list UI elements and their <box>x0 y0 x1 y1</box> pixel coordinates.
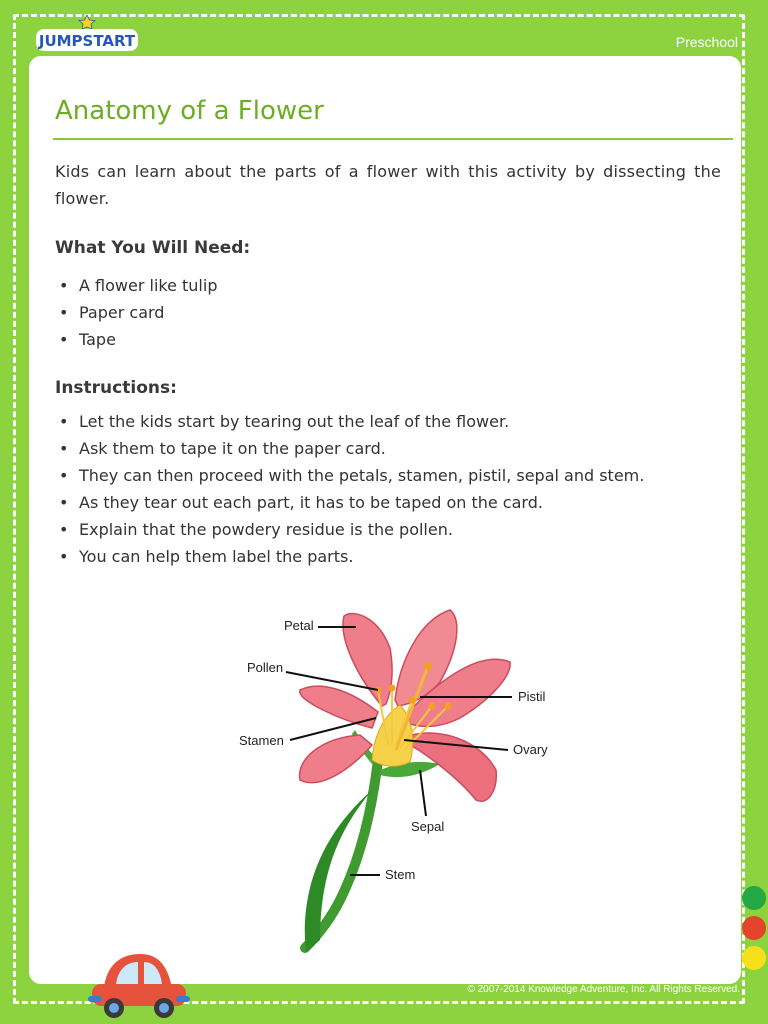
grade-label: Preschool <box>675 34 738 50</box>
intro-paragraph: Kids can learn about the parts of a flower with this activity by dissecting the flower. <box>55 162 721 208</box>
instructions-heading: Instructions: <box>55 378 177 398</box>
list-item: • Tape <box>55 326 217 353</box>
instructions-list <box>55 408 644 570</box>
list-item: • Explain that the powdery residue is the pollen. <box>55 516 644 543</box>
title-divider <box>53 138 733 140</box>
list-item: • Ask them to tape it on the paper card. <box>55 435 644 462</box>
yellow-light-icon <box>742 946 766 970</box>
label-stamen: Stamen <box>239 733 284 748</box>
list-item: • They can then proceed with the petals, stamen, pistil, sepal and stem. <box>55 462 644 489</box>
flower-leaf <box>305 790 372 952</box>
flower-diagram <box>230 600 570 960</box>
list-item: • A flower like tulip <box>55 272 217 299</box>
logo-text: JUMPSTART <box>38 32 136 50</box>
red-light-icon <box>742 916 766 940</box>
list-item: • Paper card <box>55 299 217 326</box>
page-title: Anatomy of a Flower <box>55 96 324 126</box>
toy-car-icon <box>88 950 190 1020</box>
label-pollen: Pollen <box>247 660 284 675</box>
jumpstart-logo <box>34 14 140 54</box>
copyright-notice: © 2007-2014 Knowledge Adventure, Inc. All Rights Reserved. <box>467 984 740 995</box>
green-light-icon <box>742 886 766 910</box>
list-item: • You can help them label the parts. <box>55 543 644 570</box>
list-item: • Let the kids start by tearing out the leaf of the flower. <box>55 408 644 435</box>
materials-heading: What You Will Need: <box>55 238 251 258</box>
materials-list <box>55 272 217 353</box>
label-ovary: Ovary <box>513 742 548 757</box>
label-pistil: Pistil <box>518 689 546 704</box>
list-item: • As they tear out each part, it has to be taped on the card. <box>55 489 644 516</box>
traffic-light-decoration <box>740 882 768 974</box>
label-sepal: Sepal <box>411 819 445 834</box>
label-stem: Stem <box>385 867 416 882</box>
flower-petal <box>300 686 378 728</box>
label-petal: Petal <box>284 618 314 633</box>
